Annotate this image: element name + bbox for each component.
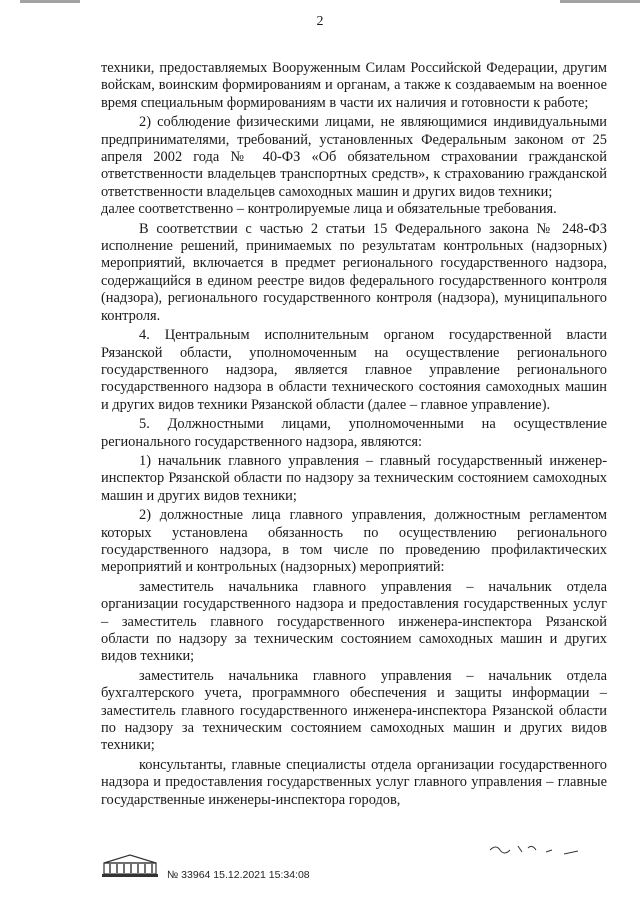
paragraph-continuation: техники, предоставляемых Вооруженным Силам Российской Федерации, другим войскам, воинским формированиям и органам, а также к создаваемым на военное время специальным формированиям в части их наличия и готовности к работе;	[101, 60, 607, 111]
page-number: 2	[316, 14, 324, 29]
paragraph-deputy-1: заместитель начальника главного управления – начальник отдела организации государственного надзора и предоставления государственных услуг – заместитель главного государственного инженера-инспектора Рязанской области по надзору за техническим состоянием самоходных машин и других видов техники;	[101, 578, 607, 665]
paragraph-law-reference: В соответствии с частью 2 статьи 15 Федерального закона № 248-ФЗ исполнение решений, принимаемых по результатам контрольных (надзорных) мероприятий, включается в предмет регионального государственного надзора, содержащийся в едином реестре видов федерального государственного контроля (надзора), регионального государственного контроля (надзора), муниципального контроля.	[101, 220, 607, 324]
handwritten-mark	[488, 840, 584, 858]
paragraph-section-4: 4. Центральным исполнительным органом государственной власти Рязанской области, уполномоченным на осуществление регионального государственного надзора, является главное управление регионального государственного надзора в области технического состояния самоходных машин и других видов техники Рязанской области (далее – главное управление).	[101, 327, 607, 413]
paragraph-section-5-item-1: 1) начальник главного управления – главный государственный инженер-инспектор Рязанской области по надзору за техническим состоянием самоходных машин и других видов техники;	[101, 452, 607, 504]
scan-artifact-right	[560, 0, 640, 3]
registration-stamp-icon	[100, 853, 160, 879]
paragraph-section-5-item-2: 2) должностные лица главного управления, должностным регламентом которых установлена обязанность по осуществлению регионального государственного надзора, в том числе по проведению профилактических мероприятий и контрольных (надзорных) мероприятий:	[101, 507, 607, 576]
paragraph-definitions: далее соответственно – контролируемые лица и обязательные требования.	[101, 201, 557, 218]
paragraph-section-5: 5. Должностными лицами, уполномоченными на осуществление регионального государственного надзора, являются:	[101, 416, 607, 450]
registration-footer: № 33964 15.12.2021 15:34:08	[167, 869, 310, 881]
scan-artifact-left	[20, 0, 80, 3]
paragraph-consultants: консультанты, главные специалисты отдела организации государственного надзора и предоставления государственных услуг главного управления – главные государственные инженеры-инспектора городов,	[101, 756, 607, 808]
document-body	[101, 60, 607, 809]
paragraph-deputy-2: заместитель начальника главного управления – начальник отдела бухгалтерского учета, программного обеспечения и защиты информации – заместитель главного государственного инженера-инспектора Рязанской области по надзору за техническим состоянием самоходных машин и других видов техники;	[101, 667, 607, 754]
paragraph-item-2: 2) соблюдение физическими лицами, не являющимися индивидуальными предпринимателями, требований, установленных Федеральным законом от 25 апреля 2002 года № 40-ФЗ «Об обязательном страховании гражданской ответственности владельцев транспортных средств», к страхованию гражданской ответственности владельцев самоходных машин и других видов техники;	[101, 114, 607, 200]
